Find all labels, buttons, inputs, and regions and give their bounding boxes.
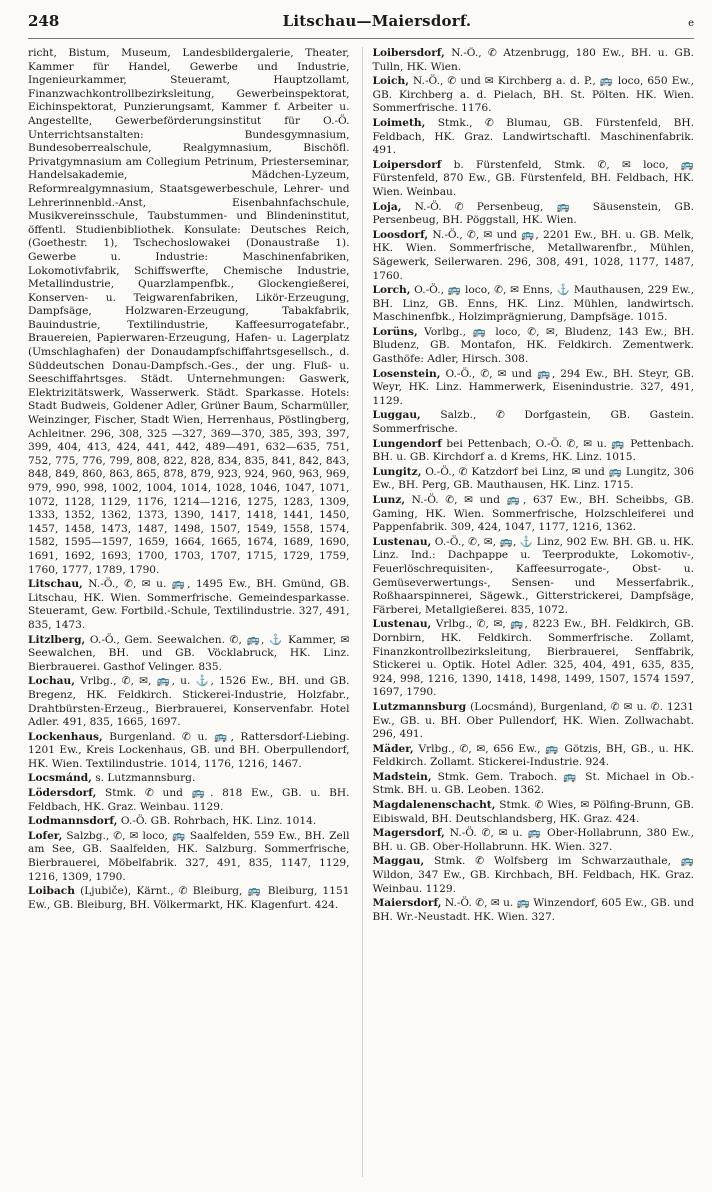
page-number: 248: [28, 12, 60, 30]
gazetteer-entry: [373, 701, 695, 742]
entry-text: Vrlbg., ✆, ✉, 🚌, u. ⚓, 1526 Ew., BH. und GB. Bregenz, HK. Feldkirch. Stickerei-Industrie, Holzfabr., Drahtbürsten-Erzeug., Bierbrauerei, Konservenfabr. Hotel Adler. 491, 835, 1665, 1697.: [28, 675, 350, 729]
gazetteer-entry: [373, 438, 695, 465]
entry-headword: Lorch,: [372, 284, 411, 297]
page-header: [28, 12, 694, 39]
entry-text: Stmk. ✆ Wies, ✉ Pölfing-Brunn, GB. Eibiswald, BH. Deutschlandsberg, HK. Graz. 424.: [372, 799, 694, 825]
entry-text: Stmk. ✆ Wolfsberg im Schwarzauthale, 🚌 Wildon, 347 Ew., GB. Kirchbach, BH. Feldbach, HK. Graz. Weinbau. 1129.: [372, 855, 694, 895]
gazetteer-entry: [373, 75, 695, 116]
gazetteer-entry: [373, 536, 695, 618]
entry-headword: Litzlberg,: [28, 633, 86, 646]
left-column: [28, 47, 350, 1177]
entry-text: N.-Ö. ✆, ✉ u. 🚌 Winzendorf, 605 Ew., GB. und BH. Wr.-Neustadt. HK. Wien. 327.: [372, 897, 694, 923]
entry-headword: Loich,: [372, 75, 409, 88]
entry-headword: Loibach: [28, 885, 75, 898]
text-columns: [28, 47, 694, 1177]
entry-headword: Loosdorf,: [372, 228, 429, 241]
entry-text: N.-Ö., ✆ und ✉ Kirchberg a. d. P., 🚌 loco, 650 Ew., GB. Kirchberg a. d. Pielach, BH. St. Pölten. HK. Wien. Sommerfrische. 1176.: [372, 75, 694, 115]
entry-text: richt, Bistum, Museum, Landesbildergalerie, Theater, Kammer für Handel, Gewerbe und Industrie, Ingenieurkammer, Steueramt, Hauptzollamt, Finanzwachkontrollbezirksleitung, Gewerbeinspektorat, Eichinspektorat, Punzierungsamt, Kammer f. Arbeiter u. Angestellte, Gewerbeförderungsinstitut für O.-Ö. Unterrichtsanstalten: Bundesgymnasium, Bundesoberrealschule, Realgymnasium, Bischöfl. Privatgymnasium am Collegium Petrinum, Priesterseminar, Handelsakademie, Mädchen-Lyzeum, Reformrealgymnasium, Staatsgewerbeschule, Lehrer- und Lehrerinnenbld.-Anst, Eisenbahnfachschule, Musikvereinsschule, Taubstummen- und Blindeninstitut, öffentl. Studienbibliothek. Konsulate: Deutsches Reich, (Goethestr. 1), Tschechoslowakei (Donaustraße 1). Gewerbe u. Industrie: Maschinenfabriken, Lokomotivfabrik, Schiffswerfte, Chemische Industrie, Metallindustrie, Quarzlampenfbk., Glockengießerei, Konserven- u. Teigwarenfabriken, Likör-Erzeugung, Dampfsäge, Holzwaren-Erzeugung, Tabakfabrik, Bauindustrie, Textilindustrie, Kaffeesurrogatefabr., Brauereien, Papierwaren-Erzeugung, Hafen- u. Lagerplatz (Umschlaghafen) der Donaudampfschiffahrtsgesellsch., d. Süddeutschen Donau-Dampfsch.-Ges., der ung. Fluß- u. Seeschiffahrtsges. Städt. Unternehmungen: Gaswerk, Elektrizitätswerk, Wasserwerk. Städt. Sparkasse. Hotels: Stadt Budweis, Goldener Adler, Grüner Baum, Scharmüller, Weinzinger, Fischer, Stadt Wien, Herrenhaus, Pöstlingberg, Achleitner. 296, 308, 325 —327, 369—370, 385, 393, 397, 399, 404, 413, 424, 441, 442, 489—491, 632—635, 751, 752, 775, 776, 799, 808, 822, 828, 834, 835, 841, 842, 843, 848, 849, 860, 863, 865, 878, 879, 923, 924, 960, 963, 969, 979, 990, 998, 1002, 1004, 1014, 1028, 1046, 1047, 1071, 1072, 1128, 1129, 1176, 1214—1216, 1275, 1283, 1309, 1333, 1352, 1362, 1373, 1390, 1417, 1418, 1441, 1450, 1457, 1458, 1473, 1487, 1498, 1507, 1549, 1558, 1574, 1582, 1595—1597, 1659, 1664, 1665, 1674, 1689, 1690, 1691, 1692, 1693, 1700, 1703, 1707, 1715, 1729, 1759, 1760, 1777, 1789, 1790.: [28, 47, 350, 576]
gazetteer-entry: [28, 787, 350, 814]
entry-text: Stmk., ✆ Blumau, GB. Fürstenfeld, BH. Feldbach, HK. Graz. Landwirtschaftl. Maschinenfabrik. 491.: [372, 116, 694, 157]
gazetteer-entry: [28, 885, 350, 912]
entry-headword: Lunz,: [372, 494, 406, 506]
gazetteer-entry: [373, 47, 695, 74]
gazetteer-entry: [28, 578, 350, 632]
entry-text: N.-Ö., ✆ Atzenbrugg, 180 Ew., BH. u. GB. Tulln, HK. Wien.: [372, 47, 694, 73]
entry-text: s. Lutzmannsburg.: [95, 772, 196, 785]
gazetteer-entry: [373, 743, 695, 770]
entry-text: Vrlbg., ✆, ✉, 656 Ew., 🚌 Götzis, BH, GB., u. HK. Feldkirch. Zollamt. Stickerei-Industrie. 924.: [372, 742, 694, 769]
entry-headword: Maiersdorf,: [372, 897, 442, 910]
gazetteer-entry: [373, 117, 695, 158]
gazetteer-entry: [373, 326, 695, 367]
entry-text: Salzb., ✆ Dorfgastein, GB. Gastein. Sommerfrische.: [372, 409, 694, 436]
gazetteer-entry: [373, 827, 695, 854]
entry-text: O.-Ö., ✆, ✉, 🚌, ⚓ Linz, 902 Ew. BH. GB. u. HK. Linz. Ind.: Dachpappe u. Teerprodukte, Lokomotiv-, Feuerlöschrequisiten-, Kaffeesurrogate-, Obst- u. Gemüseverwertungs-, Sensen- und Messerfabrik., Roßhaarspinnerei, Sägewk., Gitterstrickerei, Dampfsäge, Färberei, Metallgießerei. 835, 1072.: [372, 535, 694, 616]
entry-headword: Lockenhaus,: [28, 730, 103, 743]
gazetteer-entry: [373, 855, 695, 896]
gazetteer-entry: [28, 830, 350, 884]
corner-mark: e: [688, 18, 694, 29]
gazetteer-entry: [28, 47, 350, 577]
entry-headword: Lochau,: [28, 675, 75, 688]
entry-headword: Lungitz,: [372, 465, 422, 478]
entry-text: O.-Ö., ✆, ✉ und 🚌, 294 Ew., BH. Steyr, GB. Weyr, HK. Linz. Hammerwerk, Eisenindustrie. 327, 491, 1129.: [372, 367, 694, 407]
entry-headword: Mäder,: [372, 742, 414, 755]
entry-headword: Losenstein,: [372, 367, 441, 380]
entry-text: O.-Ö., ✆ Katzdorf bei Linz, ✉ und 🚌 Lungitz, 306 Ew., BH. Perg, GB. Mauthausen, HK. Linz. 1715.: [372, 465, 694, 492]
entry-text: N.-Ö., ✆, ✉ und 🚌, 2201 Ew., BH. u. GB. Melk, HK. Wien. Sommerfrische, Metallwarenfbr., Mühlen, Sägewerk, Seilerwaren. 296, 308, 491, 1028, 1177, 1487, 1760.: [372, 228, 694, 282]
entry-headword: Lustenau,: [372, 535, 432, 548]
entry-text: N.-Ö., ✆, ✉ u. 🚌, 1495 Ew., BH. Gmünd, GB. Litschau, HK. Wien. Sommerfrische. Gemeindesparkasse. Steueramt, Gew. Fortbild.-Schule, Textilindustrie. 327, 491, 835, 1473.: [28, 578, 350, 631]
entry-text: Burgenland. ✆ u. 🚌, Rattersdorf-Liebing. 1201 Ew., Kreis Lockenhaus, GB. und BH. Oberpullendorf, HK. Wien. Textilindustrie. 1014, 1176, 1216, 1467.: [28, 730, 350, 770]
entry-headword: Loipersdorf: [372, 158, 442, 171]
gazetteer-entry: [373, 284, 695, 325]
entry-text: (Locsmánd), Burgenland, ✆ ✉ u. ✆. 1231 Ew., GB. u. BH. Ober Pullendorf, HK. Wien. Zollwachabt. 296, 491.: [372, 700, 694, 741]
entry-headword: Maggau,: [372, 855, 425, 868]
entry-text: (Ljubiče), Kärnt., ✆ Bleiburg, 🚌 Bleiburg, 1151 Ew., GB. Bleiburg, BH. Völkermarkt, HK. Klagenfurt. 424.: [28, 885, 350, 911]
gazetteer-entry: [28, 675, 350, 729]
gazetteer-entry: [373, 618, 695, 700]
entry-text: b. Fürstenfeld, Stmk. ✆, ✉ loco, 🚌 Fürstenfeld, 870 Ew., GB. Fürstenfeld, BH. Feldbach, HK. Wien. Weinbau.: [372, 158, 694, 198]
gazetteer-entry: [373, 897, 695, 924]
gazetteer-entry: [373, 771, 695, 798]
entry-headword: Loimeth,: [372, 116, 426, 129]
entry-headword: Luggau,: [372, 409, 421, 422]
entry-text: O.-Ö. GB. Rohrbach, HK. Linz. 1014.: [120, 815, 317, 828]
gazetteer-entry: [28, 815, 350, 829]
running-title: Litschau—Maiersdorf.: [282, 12, 472, 30]
entry-text: Vorlbg., 🚌 loco, ✆, ✉, Bludenz, 143 Ew., BH. Bludenz, GB. Montafon, HK. Feldkirch. Zementwerk. Gasthöfe: Adler, Hirsch. 308.: [372, 325, 694, 366]
entry-text: Stmk. ✆ und 🚌. 818 Ew., GB. u. BH. Feldbach, HK. Graz. Weinbau. 1129.: [28, 787, 350, 813]
gazetteer-entry: [373, 799, 695, 826]
entry-headword: Lungendorf: [372, 437, 442, 450]
entry-text: Salzbg., ✆, ✉ loco, 🚌 Saalfelden, 559 Ew., BH. Zell am See, GB. Saalfelden, HK. Salzburg. Sommerfrische, Bierbrauerei, Möbelfabrik. 327, 491, 835, 1147, 1129, 1216, 1309, 1790.: [28, 829, 350, 883]
gazetteer-entry: [373, 466, 695, 493]
entry-text: N.-Ö. ✆ Persenbeug, 🚌 Säusenstein, GB. Persenbeug, BH. Pöggstall, HK. Wien.: [372, 200, 694, 227]
entry-headword: Lutzmannsburg: [372, 700, 467, 713]
gazetteer-entry: [28, 731, 350, 772]
entry-headword: Lorüns,: [372, 325, 418, 338]
gazetteer-entry: [373, 409, 695, 436]
entry-text: O.-Ö., 🚌 loco, ✆, ✉ Enns, ⚓ Mauthausen, 229 Ew., BH. Linz, GB. Enns, HK. Linz. Mühlen, landwirtsch. Maschinenfbk., Holzimprägnierung, Dampfsäge. 1015.: [372, 284, 694, 324]
gazetteer-entry: [373, 229, 695, 283]
entry-headword: Lofer,: [28, 829, 63, 842]
entry-headword: Locsmánd,: [28, 772, 92, 785]
entry-text: Stmk. Gem. Traboch. 🚌 St. Michael in Ob.-Stmk. BH. u. GB. Leoben. 1362.: [372, 770, 694, 797]
entry-text: Vrlbg., ✆, ✉, 🚌, 8223 Ew., BH. Feldkirch, GB. Dornbirn, HK. Feldkirch. Sommerfrische. Zollamt, Finanzkontrollbezirksleitung, Bierbrauerei, Senffabrik, Stickerei u. Optik. Hotel Adler. 325, 404, 491, 635, 835, 924, 998, 1216, 1390, 1418, 1498, 1499, 1507, 1574 1597, 1697, 1790.: [372, 618, 694, 699]
entry-text: O.-Ö., Gem. Seewalchen. ✆, 🚌, ⚓ Kammer, ✉ Seewalchen, BH. und GB. Vöcklabruck, HK. Linz. Bierbrauerei. Gasthof Velinger. 835.: [28, 633, 350, 673]
entry-headword: Magersdorf,: [372, 827, 445, 840]
entry-headword: Litschau,: [28, 578, 83, 591]
entry-text: N.-Ö. ✆, ✉ und 🚌, 637 Ew., BH. Scheibbs, GB. Gaming, HK. Wien. Sommerfrische, Holzschleiferei und Pappenfabrik. 309, 424, 1047, 1177, 1216, 1362.: [372, 494, 694, 534]
entry-headword: Lustenau,: [372, 618, 432, 631]
gazetteer-entry: [373, 201, 695, 228]
gazetteer-entry: [28, 772, 350, 786]
gazetteer-entry: [28, 634, 350, 675]
gazetteer-entry: [373, 159, 695, 200]
entry-headword: Loja,: [372, 200, 402, 213]
entry-headword: Loibersdorf,: [372, 47, 445, 59]
entry-headword: Lödersdorf,: [28, 787, 97, 800]
entry-text: bei Pettenbach, O.-Ö. ✆, ✉ u. 🚌 Pettenbach. BH. u. GB. Kirchdorf a. d Krems, HK. Linz. 1015.: [372, 437, 694, 464]
gazetteer-entry: [373, 368, 695, 409]
entry-headword: Magdalenenschacht,: [372, 799, 496, 812]
gazetteer-entry: [373, 494, 695, 535]
entry-headword: Lodmannsdorf,: [28, 815, 118, 828]
right-column: [362, 47, 695, 1177]
entry-headword: Madstein,: [372, 770, 432, 783]
entry-text: N.-Ö. ✆, ✉ u. 🚌 Ober-Hollabrunn, 380 Ew., BH. u. GB. Ober-Hollabrunn. HK. Wien. 327.: [372, 827, 694, 853]
